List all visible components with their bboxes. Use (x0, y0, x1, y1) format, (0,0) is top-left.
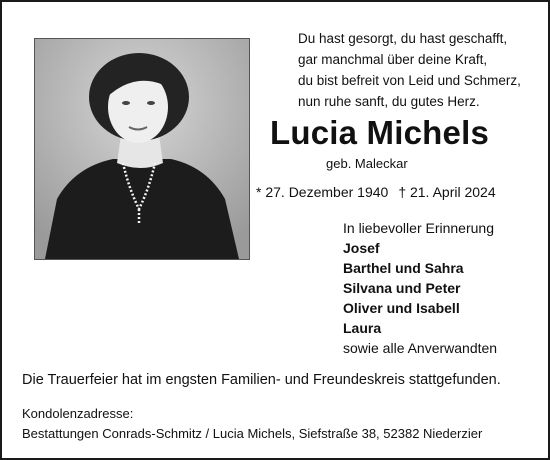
death-date: † 21. April 2024 (398, 184, 496, 200)
condolence-address: Bestattungen Conrads-Schmitz / Lucia Michels, Siefstraße 38, 52382 Niederzier (22, 426, 483, 441)
condolence-block (22, 404, 482, 444)
family-intro: In liebevoller Erinnerung (343, 220, 494, 236)
family-member: Barthel und Sahra (343, 260, 464, 276)
ceremony-note: Die Trauerfeier hat im engsten Familien- und Freundeskreis stattgefunden. (22, 372, 501, 388)
family-list (343, 218, 497, 358)
family-member: Laura (343, 320, 382, 336)
deceased-name: Lucia Michels (270, 114, 490, 151)
life-dates (256, 184, 496, 200)
birth-date: * 27. Dezember 1940 (256, 184, 389, 200)
poem-line: gar manchmal über deine Kraft, (298, 52, 488, 67)
poem-line: du bist befreit von Leid und Schmerz, (298, 73, 521, 88)
condolence-label: Kondolenzadresse: (22, 406, 134, 421)
birth-name: geb. Maleckar (326, 156, 408, 171)
poem-line: Du hast gesorgt, du hast geschafft, (298, 31, 508, 46)
poem (298, 28, 543, 112)
poem-line: nun ruhe sanft, du gutes Herz. (298, 94, 480, 109)
portrait-photo (34, 38, 250, 260)
family-member: Josef (343, 240, 380, 256)
family-outro: sowie alle Anverwandten (343, 340, 498, 356)
family-member: Oliver und Isabell (343, 300, 460, 316)
family-member: Silvana und Peter (343, 280, 461, 296)
